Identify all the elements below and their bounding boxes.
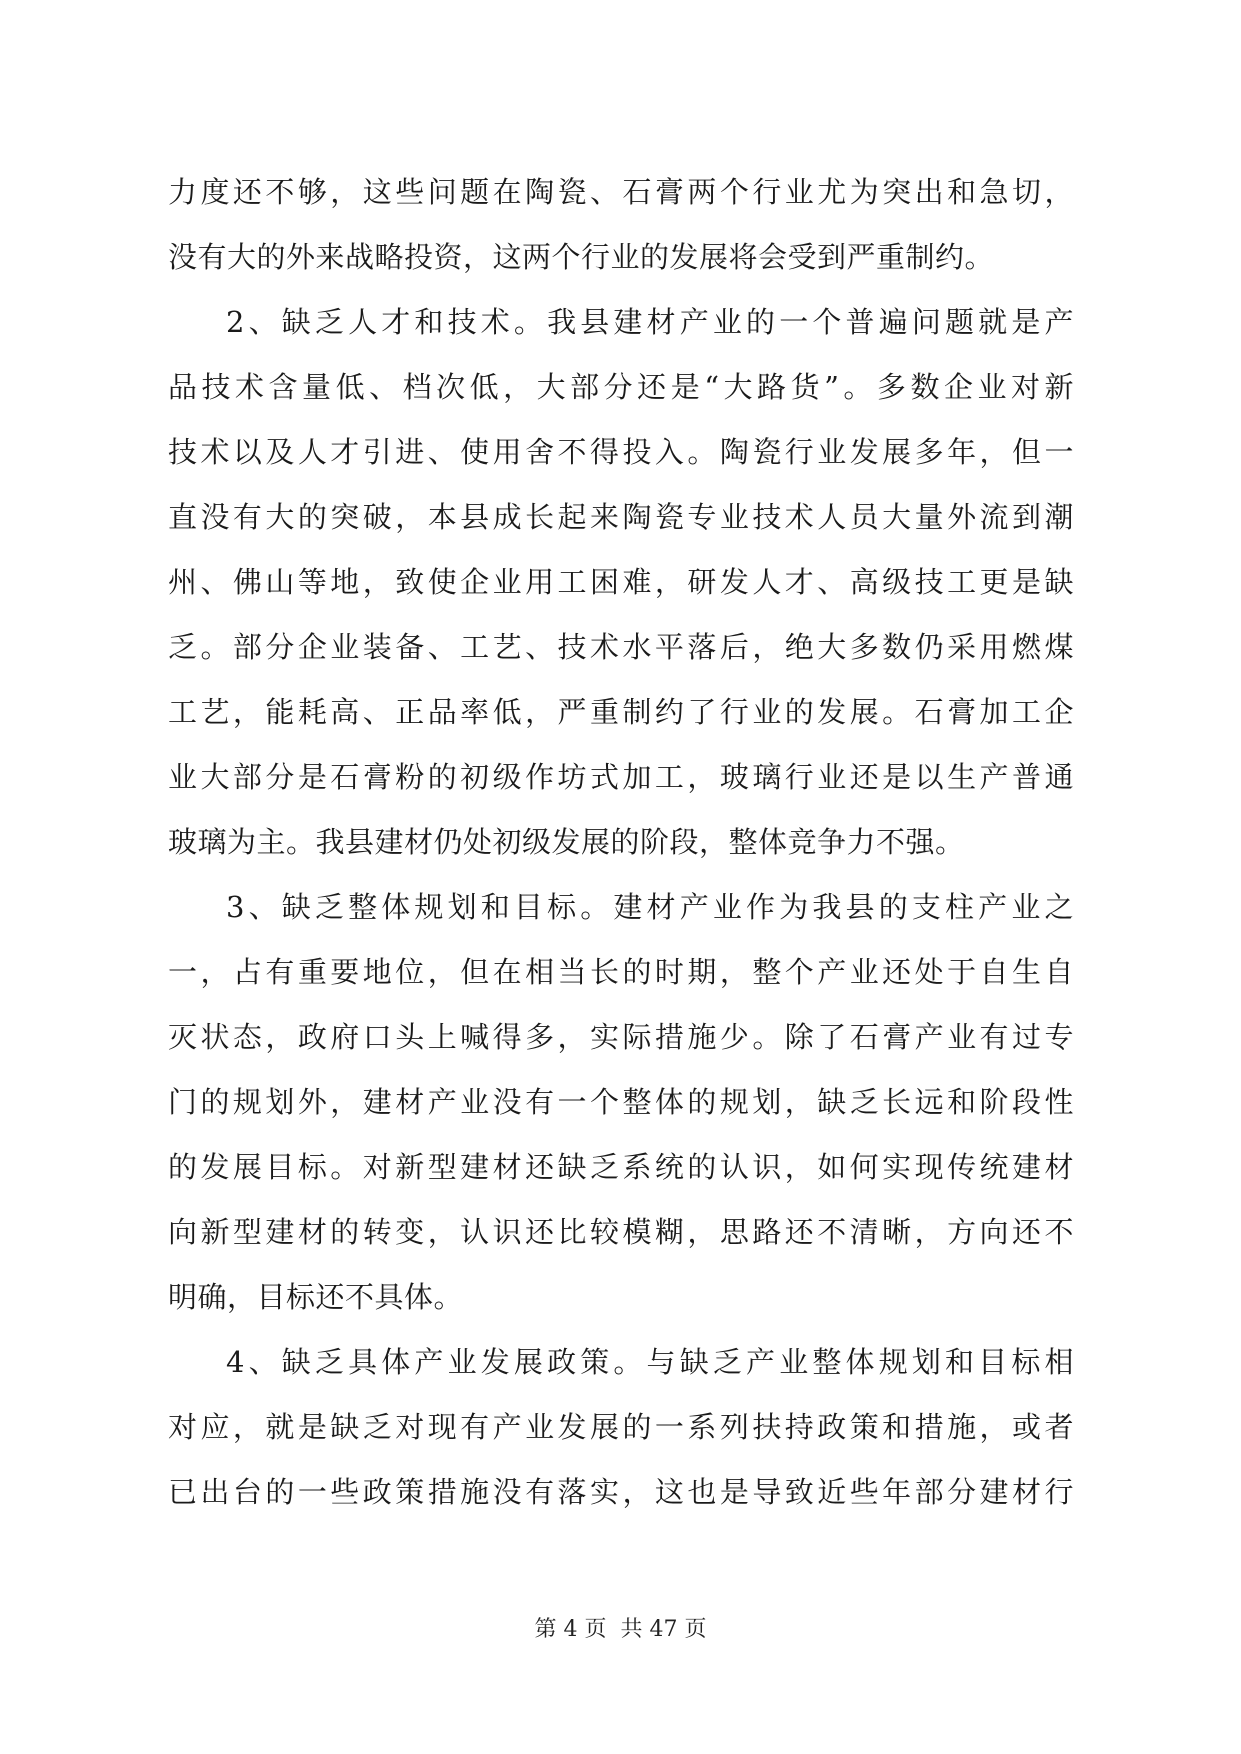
text-line: 灭状态，政府口头上喊得多，实际措施少。除了石膏产业有过专 bbox=[168, 1020, 1074, 1054]
text-line: 力度还不够，这些问题在陶瓷、石膏两个行业尤为突出和急切， bbox=[168, 175, 1074, 209]
document-body bbox=[168, 160, 1074, 1525]
text-line: 没有大的外来战略投资，这两个行业的发展将会受到严重制约。 bbox=[168, 240, 995, 274]
text-line: 玻璃为主。我县建材仍处初级发展的阶段，整体竞争力不强。 bbox=[168, 825, 965, 859]
text-line: 向新型建材的转变，认识还比较模糊，思路还不清晰，方向还不 bbox=[168, 1215, 1074, 1249]
text-line: 品技术含量低、档次低，大部分还是“大路货”。多数企业对新 bbox=[168, 370, 1074, 404]
text-line: 工艺，能耗高、正品率低，严重制约了行业的发展。石膏加工企 bbox=[168, 695, 1074, 729]
text-line: 已出台的一些政策措施没有落实，这也是导致近些年部分建材行 bbox=[168, 1475, 1074, 1509]
paragraph-start-line: 3、缺乏整体规划和目标。建材产业作为我县的支柱产业之 bbox=[226, 890, 1074, 924]
text-line: 州、佛山等地，致使企业用工困难，研发人才、高级技工更是缺 bbox=[168, 565, 1074, 599]
text-line: 的发展目标。对新型建材还缺乏系统的认识，如何实现传统建材 bbox=[168, 1150, 1074, 1184]
text-line: 业大部分是石膏粉的初级作坊式加工，玻璃行业还是以生产普通 bbox=[168, 760, 1074, 794]
text-line: 门的规划外，建材产业没有一个整体的规划，缺乏长远和阶段性 bbox=[168, 1085, 1074, 1119]
paragraph-start-line: 4、缺乏具体产业发展政策。与缺乏产业整体规划和目标相 bbox=[226, 1345, 1074, 1379]
text-line: 乏。部分企业装备、工艺、技术水平落后，绝大多数仍采用燃煤 bbox=[168, 630, 1074, 664]
paragraph-start-line: 2、缺乏人才和技术。我县建材产业的一个普遍问题就是产 bbox=[226, 305, 1074, 339]
text-line: 一，占有重要地位，但在相当长的时期，整个产业还处于自生自 bbox=[168, 955, 1074, 989]
page-number-label: 第 4 页 共 47 页 bbox=[534, 1617, 707, 1642]
text-line: 直没有大的突破，本县成长起来陶瓷专业技术人员大量外流到潮 bbox=[168, 500, 1074, 534]
text-line: 对应，就是缺乏对现有产业发展的一系列扶持政策和措施，或者 bbox=[168, 1410, 1074, 1444]
text-line: 明确，目标还不具体。 bbox=[168, 1280, 464, 1314]
page-footer bbox=[0, 1612, 1241, 1643]
text-line: 技术以及人才引进、使用舍不得投入。陶瓷行业发展多年，但一 bbox=[168, 435, 1074, 469]
